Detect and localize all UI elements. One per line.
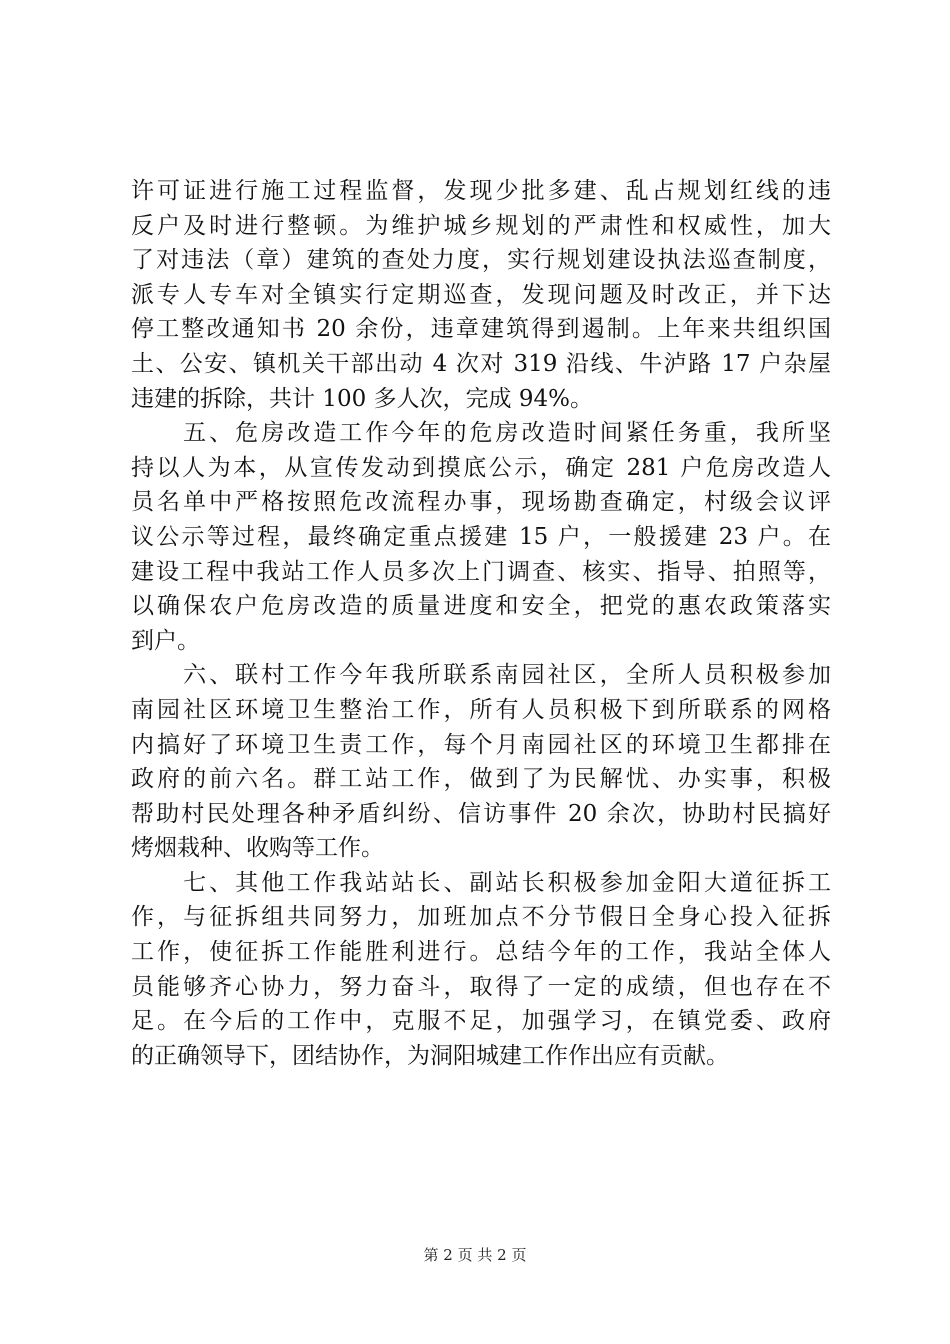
text-line: 员能够齐心协力，努力奋斗，取得了一定的成绩，但也存在不 [131, 973, 831, 1000]
text-line: 南园社区环境卫生整治工作，所有人员积极下到所联系的网格 [131, 696, 831, 723]
text-line: 作，与征拆组共同努力，加班加点不分节假日全身心投入征拆 [131, 904, 831, 931]
text-line: 六、联村工作今年我所联系南园社区，全所人员积极参加 [131, 662, 831, 689]
text-line: 的正确领导下，团结协作，为洞阳城建工作作出应有贡献。 [131, 1042, 729, 1069]
text-line: 反户及时进行整顿。为维护城乡规划的严肃性和权威性，加大 [131, 212, 831, 239]
text-line: 派专人专车对全镇实行定期巡查，发现问题及时改正，并下达 [131, 281, 831, 308]
text-line: 违建的拆除，共计 100 多人次，完成 94%。 [131, 385, 593, 412]
text-line: 到户。 [131, 627, 200, 654]
text-line: 五、危房改造工作今年的危房改造时间紧任务重，我所坚 [131, 420, 831, 447]
page-footer: 第 2 页 共 2 页 [423, 1246, 527, 1264]
text-line: 员名单中严格按照危改流程办事，现场勘查确定，村级会议评 [131, 489, 831, 516]
text-line: 以确保农户危房改造的质量进度和安全，把党的惠农政策落实 [131, 593, 831, 620]
text-line: 内搞好了环境卫生责工作，每个月南园社区的环境卫生都排在 [131, 731, 831, 758]
text-line: 停工整改通知书 20 余份，违章建筑得到遏制。上年来共组织国 [131, 316, 831, 343]
text-line: 了对违法（章）建筑的查处力度，实行规划建设执法巡查制度， [131, 247, 831, 274]
text-line: 烤烟栽种、收购等工作。 [131, 835, 384, 862]
text-line: 土、公安、镇机关干部出动 4 次对 319 沿线、牛泸路 17 户杂屋 [131, 350, 831, 377]
text-line: 帮助村民处理各种矛盾纠纷、信访事件 20 余次，协助村民搞好 [131, 800, 831, 827]
text-line: 许可证进行施工过程监督，发现少批多建、乱占规划红线的违 [131, 178, 831, 204]
text-line: 建设工程中我站工作人员多次上门调查、核实、指导、拍照等， [131, 558, 831, 585]
body-text [131, 174, 831, 1073]
text-line: 持以人为本，从宣传发动到摸底公示，确定 281 户危房改造人 [131, 454, 831, 481]
text-line: 足。在今后的工作中，克服不足，加强学习，在镇党委、政府 [131, 1008, 831, 1035]
text-line: 政府的前六名。群工站工作，做到了为民解忧、办实事，积极 [131, 766, 831, 793]
text-line: 工作，使征拆工作能胜利进行。总结今年的工作，我站全体人 [131, 939, 831, 966]
text-line: 议公示等过程，最终确定重点援建 15 户，一般援建 23 户。在 [131, 523, 831, 550]
text-line: 七、其他工作我站站长、副站长积极参加金阳大道征拆工 [131, 869, 831, 896]
